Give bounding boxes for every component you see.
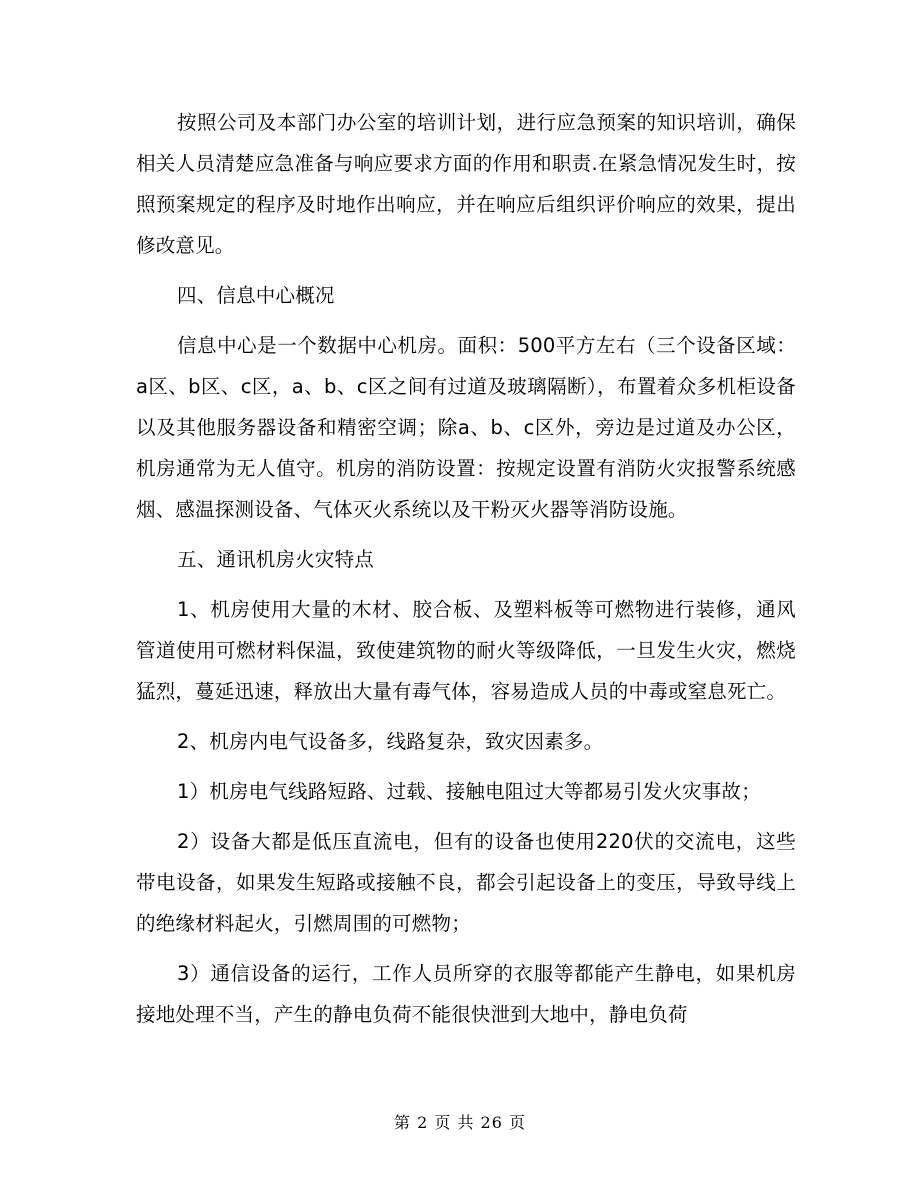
paragraph-sub-item-3: 3）通信设备的运行，工作人员所穿的衣服等都能产生静电，如果机房接地处理不当，产生的静电负荷不能很快泄到大地中，静电负荷 — [136, 962, 796, 1026]
paragraph-training: 按照公司及本部门办公室的培训计划，进行应急预案的知识培训，确保相关人员清楚应急准备与响应要求方面的作用和职责.在紧急情况发生时，按照预案规定的程序及时地作出响应，并在响应后组织评价响应的效果，提出修改意见。 — [136, 111, 796, 257]
paragraph-item-2: 2、机房内电气设备多，线路复杂，致灾因素多。 — [177, 730, 604, 753]
heading-info-center-overview: 四、信息中心概况 — [177, 284, 335, 307]
paragraph-sub-item-2: 2）设备大都是低压直流电，但有的设备也使用220伏的交流电，这些带电设备，如果发生短路或接触不良，都会引起设备上的变压，导致导线上的绝缘材料起火，引燃周围的可燃物； — [136, 830, 796, 935]
page-number-footer: 第 2 页 共 26 页 — [394, 1113, 526, 1132]
heading-fire-characteristics: 五、通讯机房火灾特点 — [177, 548, 375, 571]
paragraph-item-1: 1、机房使用大量的木材、胶合板、及塑料板等可燃物进行装修，通风管道使用可燃材料保温，致使建筑物的耐火等级降低，一旦发生火灾，燃烧猛烈，蔓延迅速，释放出大量有毒气体，容易造成人员的中毒或窒息死亡。 — [136, 598, 796, 703]
document-body — [136, 102, 796, 1035]
paragraph-sub-item-1: 1）机房电气线路短路、过载、接触电阻过大等都易引发火灾事故； — [177, 780, 761, 803]
paragraph-info-center: 信息中心是一个数据中心机房。面积：500平方左右（三个设备区域：a区、b区、c区，a、b、c区之间有过道及玻璃隔断），布置着众多机柜设备以及其他服务器设备和精密空调；除a、b、c区外，旁边是过道及办公区，机房通常为无人值守。机房的消防设置：按规定设置有消防火灾报警系统感烟、感温探测设备、气体灭火系统以及干粉灭火器等消防设施。 — [136, 334, 796, 521]
